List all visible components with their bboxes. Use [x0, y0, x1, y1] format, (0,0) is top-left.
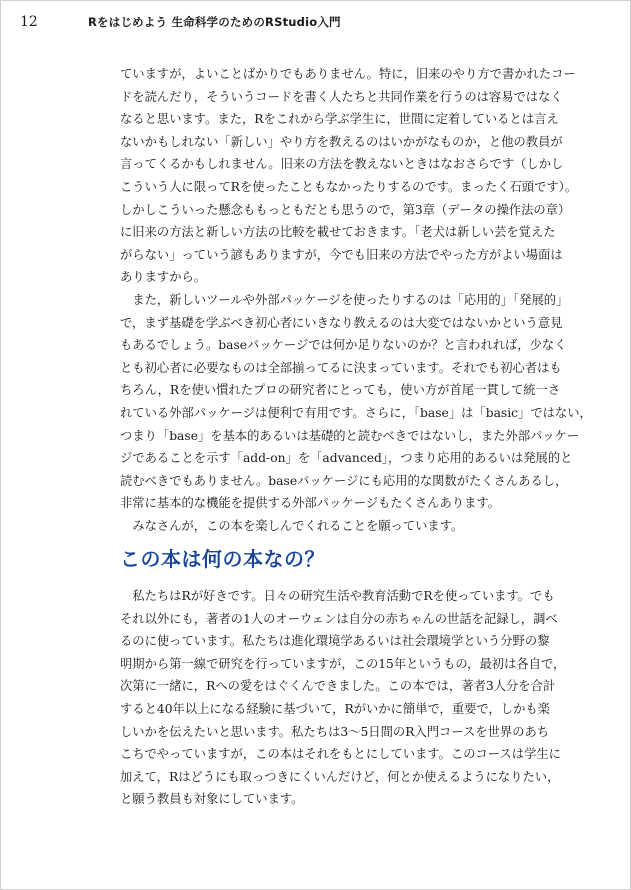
body-line: しいかを伝えたいと思います。私たちは3～5日間のR入門コースを世界のあち	[120, 724, 550, 739]
body-line: ちろん，Rを使い慣れたプロの研究者にとっても，使い方が首尾一貫して統一さ	[120, 383, 561, 398]
body-text-block-2	[120, 585, 566, 811]
body-line: で，まず基礎を学ぶべき初心者にいきなり教えるのは大変ではないかという意見	[120, 315, 563, 330]
body-line: 明期から第一線で研究を行っていますが，この15年というもの，最初は各自で，	[120, 656, 566, 671]
page-number: 12	[20, 14, 38, 30]
body-line: ジであることを示す「add-on」を「advanced」，つまり応用的あるいは発展的と	[120, 451, 573, 466]
body-line: 非常に基本的な機能を提供する外部パッケージもたくさんあります。	[120, 496, 500, 511]
book-title: Rをはじめよう 生命科学のためのRStudio入門	[88, 15, 341, 29]
body-line: とも初心者に必要なものは全部揃ってるに決まっています。それでも初心者はも	[120, 360, 562, 375]
body-line: ドを読んだり，そういうコードを書く人たちと共同作業を行うのは容易ではなく	[120, 89, 563, 104]
body-line: れている外部パッケージは便利で有用です。さらに，「base」は「basic」ではない，	[120, 405, 592, 420]
body-line: ていますが，よいことばかりでもありません。特に，旧来のやり方で書かれたコー	[120, 67, 576, 81]
body-line: 私たちはRが好きです。日々の研究生活や教育活動でRを使っています。でも	[120, 589, 555, 603]
running-header	[20, 14, 611, 34]
body-line: に旧来の方法と新しい方法の比較を載せておきます。「老犬は新しい芸を覚えた	[120, 225, 556, 240]
body-line: ないかもしれない「新しい」やり方を教えるのはいかがなものか，と他の教員が	[120, 134, 563, 149]
body-line: 次第に一緒に，Rへの愛をはぐくんできました。この本では，著者3人分を合計	[120, 679, 556, 694]
body-text-block-1	[120, 63, 592, 537]
body-line: と願う教員も対象にしています。	[120, 792, 304, 807]
body-line: みなさんが，この本を楽しんでくれることを願っています。	[120, 518, 464, 533]
body-line: また，新しいツールや外部パッケージを使ったりするのは「応用的」「発展的」	[120, 292, 569, 307]
body-line: 読むべきでもありません。baseパッケージにも応用的な関数がたくさんあるし，	[120, 473, 568, 488]
body-line: なると思います。また，Rをこれから学ぶ学生に，世間に定着しているとは言え	[120, 112, 559, 127]
body-line: 加えて，Rはどうにも取っつきにくいんだけど，何とか使えるようになりたい，	[120, 769, 560, 784]
body-line: 言ってくるかもしれません。旧来の方法を教えないときはなおさらです（しかし	[120, 157, 564, 172]
body-line: しかしこういった懸念ももっともだとも思うので，第3章（データの操作法の章）	[120, 202, 571, 217]
body-line: こちでやっていますが，この本はそれをもとにしています。このコースは学生に	[120, 747, 561, 762]
body-line: もあるでしょう。baseパッケージでは何か足りないのか？と言われれば，少なく	[120, 338, 567, 353]
body-line: それ以外にも，著者の1人のオーウェンは自分の赤ちゃんの世話を記録し，調べ	[120, 611, 558, 626]
body-line: すると40年以上になる経験に基づいて，Rがいかに簡単で，重要で，しかも楽	[120, 701, 550, 716]
body-line: るのに使っています。私たちは進化環境学あるいは社会環境学という分野の黎	[120, 634, 550, 649]
body-line: つまり「base」を基本的あるいは基礎的と読むべきではないし，また外部パッケー	[120, 428, 580, 443]
section-heading: この本は何の本なの？	[120, 547, 325, 571]
body-line: ありますから。	[120, 270, 207, 285]
body-line: がらない」っていう諺もありますが，今でも旧来の方法でやった方がよい場面は	[120, 247, 563, 262]
body-line: こういう人に限ってRを使ったこともなかったりするのです。まったく石頭です）。	[120, 179, 578, 194]
